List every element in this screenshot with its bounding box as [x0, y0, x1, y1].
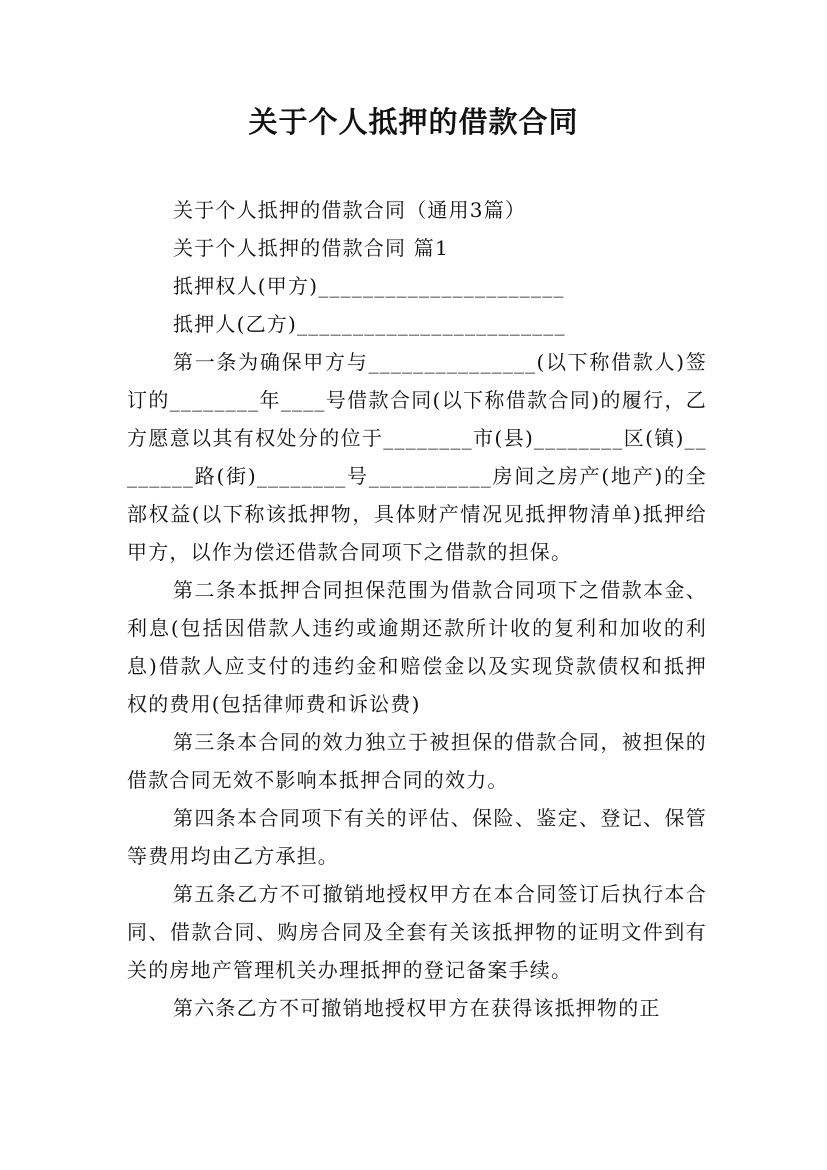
section-heading: 关于个人抵押的借款合同 篇1 — [173, 236, 449, 260]
subtitle-line: 关于个人抵押的借款合同（通用3篇） — [173, 198, 527, 222]
mortgagor-line: 抵押人(乙方)________________________ — [173, 312, 566, 336]
document-body — [127, 191, 707, 1027]
article-5: 第五条乙方不可撤销地授权甲方在本合同签订后执行本合同、借款合同、购房合同及全套有关该抵押物的证明文件到有关的房地产管理机关办理抵押的登记备案手续。 — [127, 882, 707, 982]
article-3: 第三条本合同的效力独立于被担保的借款合同，被担保的借款合同无效不影响本抵押合同的效力。 — [127, 730, 707, 792]
article-1: 第一条为确保甲方与_______________(以下称借款人)签订的________年____号借款合同(以下称借款合同)的履行，乙方愿意以其有权处分的位于________市(县)________区(镇)________路(街)________号___________房间之房产(地产)的全部权益(以下称该抵押物，具体财产情况见抵押物清单)抵押给甲方，以作为偿还借款合同项下之借款的担保。 — [127, 350, 707, 564]
article-6: 第六条乙方不可撤销地授权甲方在获得该抵押物的正 — [173, 996, 661, 1020]
mortgagee-line: 抵押权人(甲方)______________________ — [173, 274, 565, 298]
article-4: 第四条本合同项下有关的评估、保险、鉴定、登记、保管等费用均由乙方承担。 — [127, 806, 707, 868]
document-title: 关于个人抵押的借款合同 — [248, 105, 579, 139]
article-2: 第二条本抵押合同担保范围为借款合同项下之借款本金、利息(包括因借款人违约或逾期还款所计收的复利和加收的利息)借款人应支付的违约金和赔偿金以及实现贷款债权和抵押权的费用(包括律师费和诉讼费) — [127, 578, 707, 716]
